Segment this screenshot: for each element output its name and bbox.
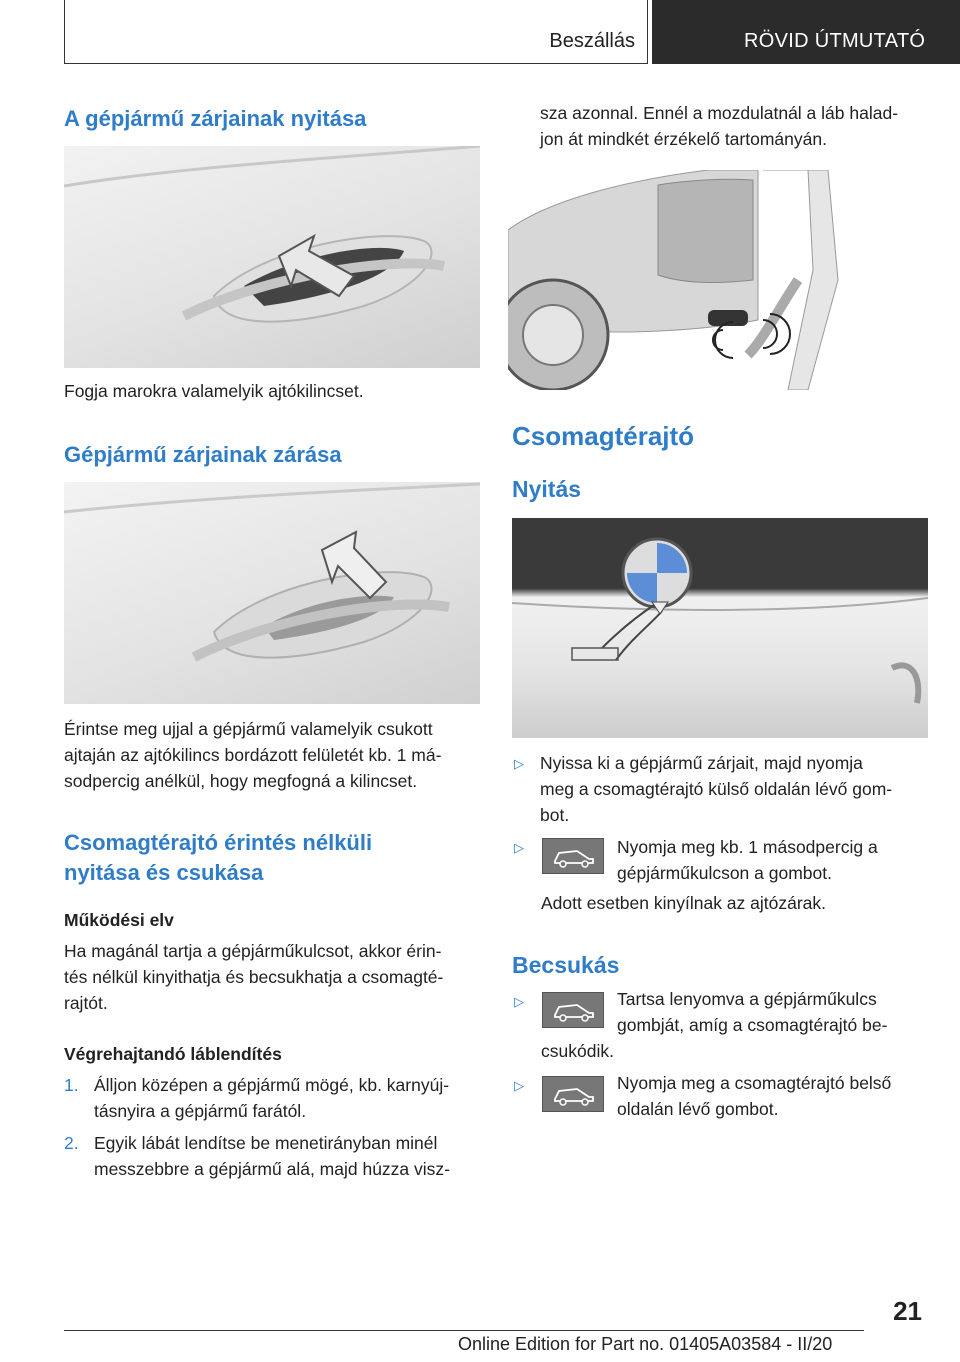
step-line: messzebbre a gépjármű alá, majd húzza visz-	[94, 1159, 450, 1179]
bullet-triangle-icon: ▷	[514, 1078, 524, 1093]
heading-trunk: Csomagtérajtó	[512, 421, 695, 451]
open-note: Adott esetben kinyílnak az ajtózárak.	[541, 893, 827, 913]
kick-gesture-image	[508, 170, 848, 390]
continuation-line: sza azonnal. Ennél a mozdulatnál a láb halad-	[540, 103, 899, 123]
bullet-line: gombját, amíg a csomagtérajtó be-	[617, 1015, 888, 1035]
door-handle-close-image	[64, 482, 480, 704]
caption-lock-line: sodpercig anélkül, hogy megfogná a kilincset.	[64, 771, 418, 791]
step-line: tásnyira a gépjármű farától.	[94, 1101, 307, 1121]
subheading-kick: Végrehajtandó láblendítés	[64, 1044, 282, 1064]
principle-line: rajtót.	[64, 993, 108, 1013]
trunk-button-image	[512, 518, 928, 738]
bullet-triangle-icon: ▷	[514, 994, 524, 1009]
guide-label: RÖVID ÚTMUTATÓ	[744, 30, 926, 52]
caption-unlock: Fogja marokra valamelyik ajtókilincset.	[64, 381, 364, 401]
header-section-box	[64, 0, 648, 64]
bullet-line: Nyissa ki a gépjármű zárjait, majd nyomja	[540, 753, 863, 773]
caption-lock	[64, 716, 441, 794]
bullet-line: Nyomja meg a csomagtérajtó belső	[617, 1073, 892, 1093]
door-handle-open-image	[64, 146, 480, 368]
heading-lock: Gépjármű zárjainak zárása	[64, 442, 342, 467]
bullet-line: bot.	[540, 805, 570, 825]
caption-lock-line: Érintse meg ujjal a gépjármű valamelyik csukott	[64, 719, 433, 739]
principle-line: Ha magánál tartja a gépjárműkulcsot, akkor érin-	[64, 941, 442, 961]
section-label: Beszállás	[549, 30, 635, 52]
car-key-trunk-icon	[542, 1076, 604, 1112]
step-2-continuation	[540, 100, 898, 152]
continuation-line: jon át mindkét érzékelő tartományán.	[540, 129, 827, 149]
footer-divider	[64, 1330, 864, 1331]
bullet-line: Tartsa lenyomva a gépjárműkulcs	[617, 989, 877, 1009]
car-key-trunk-icon	[542, 992, 604, 1028]
open-bullet-2	[617, 834, 878, 886]
footer-edition: Online Edition for Part no. 01405A03584 - II/20	[458, 1334, 833, 1354]
open-bullet-1	[540, 750, 892, 828]
heading-unlock: A gépjármű zárjainak nyitása	[64, 106, 367, 131]
header-guide-box	[652, 0, 960, 64]
step-1	[64, 1072, 484, 1124]
step-line: Álljon középen a gépjármű mögé, kb. karnyúj-	[94, 1075, 450, 1095]
heading-trunk-open: Nyitás	[512, 476, 582, 502]
car-key-trunk-icon	[542, 838, 604, 874]
principle-text	[64, 938, 443, 1016]
principle-line: tés nélkül kinyithatja és becsukhatja a csomagté-	[64, 967, 444, 987]
subheading-principle: Működési elv	[64, 910, 174, 930]
bullet-line: Nyomja meg kb. 1 másodpercig a	[617, 837, 878, 857]
bullet-line: oldalán lévő gombot.	[617, 1099, 779, 1119]
step-number: 1.	[64, 1075, 79, 1095]
heading-touchless-line: nyitása és csukása	[64, 860, 264, 885]
bullet-triangle-icon: ▷	[514, 756, 524, 771]
heading-touchless	[64, 828, 372, 888]
page-number: 21	[893, 1296, 922, 1326]
step-number: 2.	[64, 1133, 79, 1153]
close-bullet-2	[617, 1070, 891, 1122]
close-bullet-1-a	[617, 986, 887, 1038]
step-line: Egyik lábát lendítse be menetirányban minél	[94, 1133, 438, 1153]
bullet-line: gépjárműkulcson a gombot.	[617, 863, 832, 883]
heading-touchless-line: Csomagtérajtó érintés nélküli	[64, 830, 373, 855]
close-bullet-1-b: csukódik.	[541, 1041, 614, 1061]
caption-lock-line: ajtaján az ajtókilincs bordázott felületét kb. 1 má-	[64, 745, 442, 765]
step-2	[64, 1130, 484, 1182]
bullet-triangle-icon: ▷	[514, 840, 524, 855]
bullet-line: meg a csomagtérajtó külső oldalán lévő gom-	[540, 779, 893, 799]
heading-trunk-close: Becsukás	[512, 952, 620, 978]
